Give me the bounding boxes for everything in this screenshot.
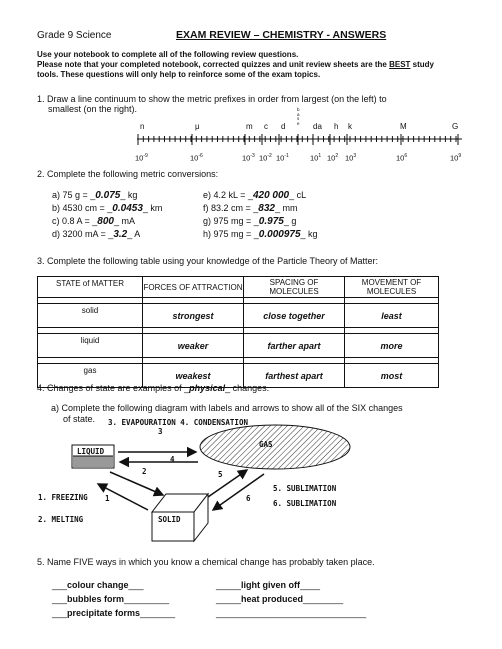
question-1-text-cont: smallest (on the right). [48,104,138,114]
power-neg3: $10^{-3}$ [242,153,255,163]
conversion-answer: 0.0453 [112,203,143,214]
page-title: EXAM REVIEW – CHEMISTRY - ANSWERS [176,29,387,41]
change-answer-1: ___colour change___ [52,580,144,590]
answer-cell: farther apart [244,334,345,358]
change-answer-5: ___precipitate forms_______ [52,608,176,618]
prefix-mega: M [400,122,407,131]
power-neg1: $10^{-1}$ [276,153,289,163]
evap-cond-label: 3. EVAPOURATION 4. CONDENSATION [108,418,248,427]
prefix-hecto: h [334,122,339,131]
question-2-text: 2. Complete the following metric conversions: [37,169,219,179]
power-6: $10^6$ [396,153,408,163]
conversion-answer: 420 000 [252,190,290,201]
arrow-num-2: 2 [142,467,147,476]
header-movement: MOVEMENT OF MOLECULES [345,277,439,298]
conversion-answer: 832 [258,203,275,214]
change-answer-blank: ______________________________ [216,608,367,618]
state-cell: gas [38,364,143,388]
conversion-row: e) 4.2 kL = _420 000_ cL [203,190,307,201]
header-state: STATE of MATTER [38,277,143,298]
conversion-answer: 0.000975 [258,229,301,240]
physical-answer: physical [189,383,226,393]
arrow-num-1: 1 [105,494,110,503]
change-answer-3: ___bubbles form_________ [52,594,170,604]
question-4-text: 4. Changes of state are examples of _physical_ changes. [37,383,270,393]
prefix-nano: n [140,122,145,131]
power-2: $10^2$ [327,153,339,163]
answer-cell: more [345,334,439,358]
intro-line-2: Please note that your completed notebook, corrected quizzes and unit review sheets are the BEST study [37,60,434,69]
prefix-deca: da [313,122,322,131]
answer-cell: strongest [143,304,244,328]
question-4a-text-cont: of state. [63,414,96,424]
prefix-micro: μ [195,122,200,131]
arrow-num-6: 6 [246,494,251,503]
change-answer-4: _____heat produced________ [216,594,344,604]
conversion-row: b) 4530 cm = _0.0453_ km [52,203,163,214]
header-spacing: SPACING OF MOLECULES [244,277,345,298]
question-3-text: 3. Complete the following table using your knowledge of the Particle Theory of Matter: [37,256,379,266]
prefix-milli: m [246,122,253,131]
power-9: $10^9$ [450,153,462,163]
prefix-base: base [297,107,300,126]
power-neg9: $10^{-9}$ [135,153,148,163]
answer-cell: weaker [143,334,244,358]
conversion-row: h) 975 mg = _0.000975_ kg [203,229,318,240]
conversion-answer: 0.075 [95,190,121,201]
best-word: BEST [389,60,411,69]
grade-label: Grade 9 Science [37,30,112,41]
state-cell: solid [38,304,143,328]
solid-label: SOLID [158,515,181,524]
conversion-row: g) 975 mg = _0.975_ g [203,216,297,227]
answer-cell: close together [244,304,345,328]
prefix-deci: d [281,122,286,131]
answer-cell: weakest [143,364,244,388]
conversion-row: c) 0.8 A = _800_ mA [52,216,136,227]
intro-line-1: Use your notebook to complete all of the following review questions. [37,50,299,59]
conversion-row: a) 75 g = _0.075_ kg [52,190,138,201]
melting-label: 2. MELTING [38,515,84,524]
change-answer-2: _____light given off____ [216,580,321,590]
sublimation-5-label: 5. SUBLIMATION [273,484,337,493]
power-3: $10^3$ [345,153,357,163]
conversion-answer: 0.975 [258,216,284,227]
arrow-num-3: 3 [158,427,163,436]
prefix-kilo: k [348,122,352,131]
question-1-text: 1. Draw a line continuum to show the metric prefixes in order from largest (on the left) to [37,94,387,104]
arrow-num-4: 4 [170,455,175,464]
state-cell: liquid [38,334,143,358]
freezing-label: 1. FREEZING [38,493,88,502]
answer-cell: least [345,304,439,328]
conversion-answer: 3.2 [113,229,128,240]
question-4a-text: a) Complete the following diagram with labels and arrows to show all of the SIX changes [51,403,403,413]
power-neg2: $10^{-2}$ [259,153,272,163]
intro-line-3: tools. These questions will only help to reinforce some of the exam topics. [37,70,321,79]
answer-cell: most [345,364,439,388]
prefix-giga: G [452,122,459,131]
power-1: $10^1$ [310,153,322,163]
prefix-centi: c [264,122,268,131]
answer-cell: farthest apart [244,364,345,388]
liquid-label: LIQUID [77,447,105,456]
conversion-answer: 800 [97,216,114,227]
gas-label: GAS [259,440,273,449]
header-forces: FORCES OF ATTRACTION [143,277,244,298]
conversion-row: f) 83.2 cm = _832_ mm [203,203,298,214]
sublimation-6-label: 6. SUBLIMATION [273,499,337,508]
power-neg6: $10^{-6}$ [190,153,203,163]
arrow-num-5: 5 [218,470,223,479]
question-5-text: 5. Name FIVE ways in which you know a chemical change has probably taken place. [37,557,375,567]
conversion-row: d) 3200 mA = _3.2_ A [52,229,141,240]
